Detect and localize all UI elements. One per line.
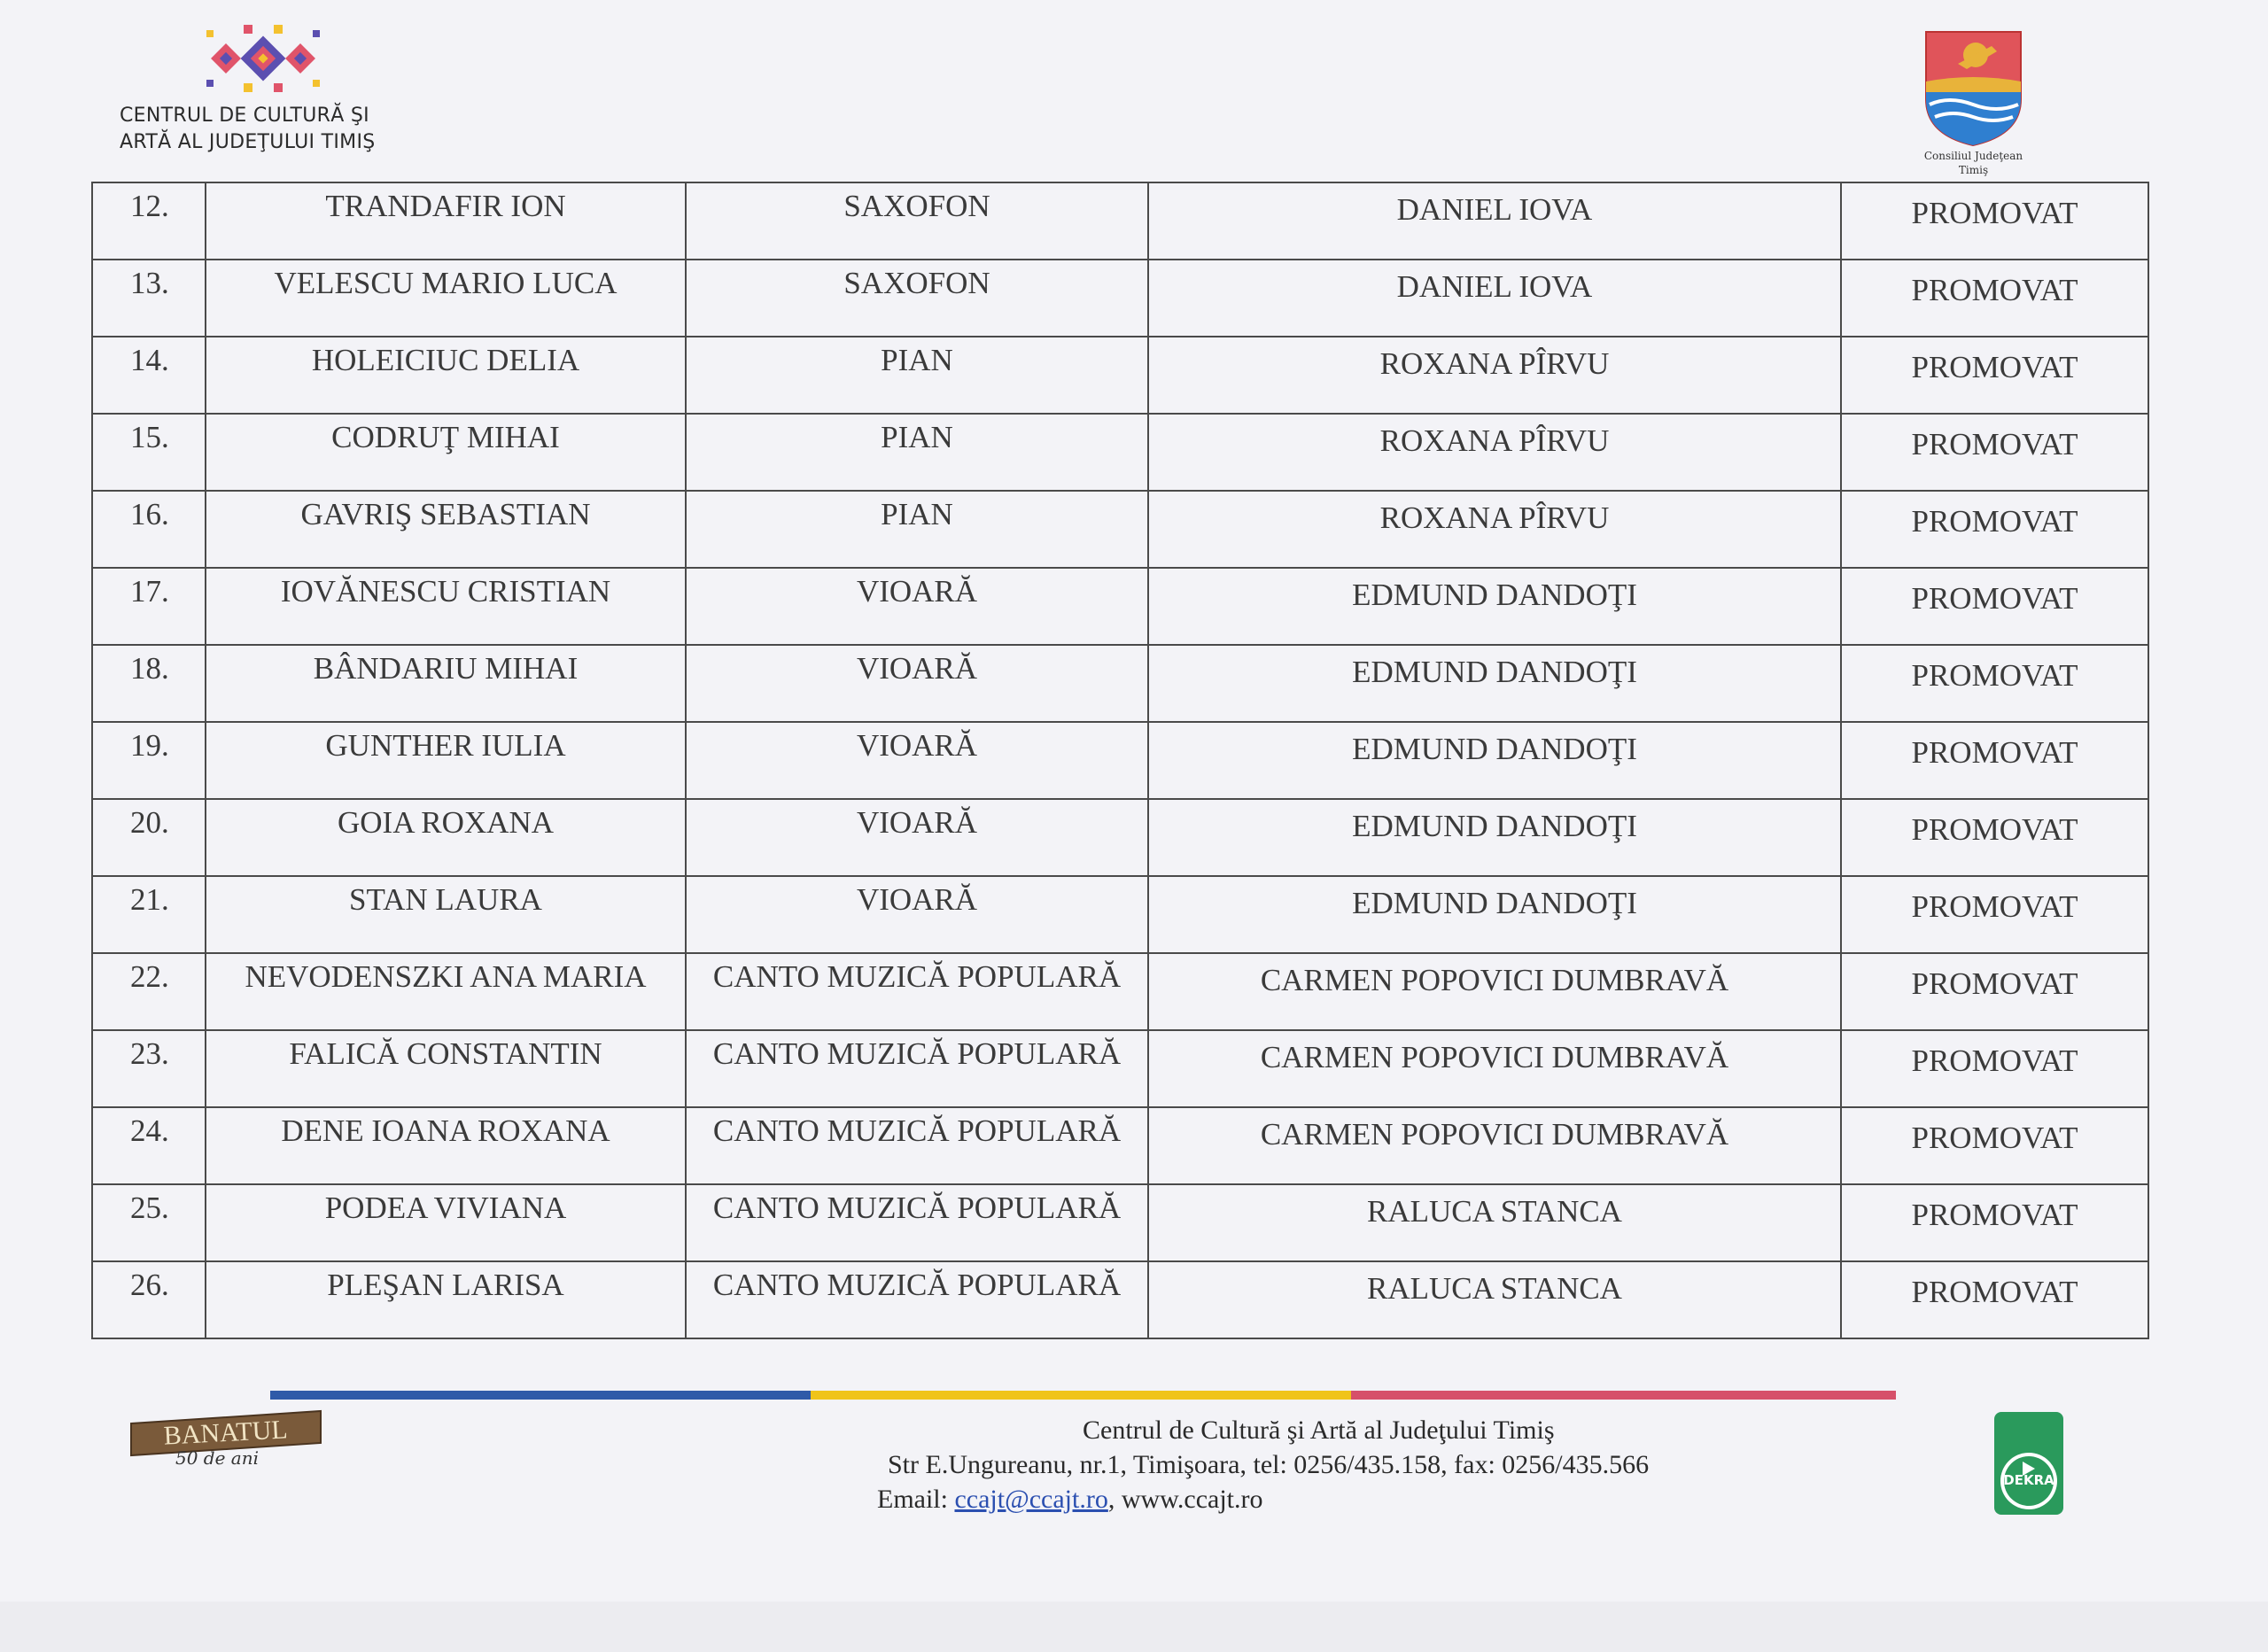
table-row xyxy=(92,1261,2148,1338)
row-number-cell xyxy=(92,491,206,568)
instrument-cell-text: VIOARĂ xyxy=(856,574,978,609)
row-number-cell xyxy=(92,1107,206,1184)
student-name-cell-text: VELESCU MARIO LUCA xyxy=(274,266,617,300)
professor-cell-text: RALUCA STANCA xyxy=(1367,1194,1622,1229)
student-name-cell xyxy=(206,645,686,722)
instrument-cell xyxy=(686,568,1148,645)
instrument-cell xyxy=(686,260,1148,337)
student-name-cell xyxy=(206,799,686,876)
result-cell-text: PROMOVAT xyxy=(1911,581,2078,616)
student-name-cell-text: FALICĂ CONSTANTIN xyxy=(289,1036,602,1071)
student-name-cell xyxy=(206,260,686,337)
row-number-cell-text: 23. xyxy=(130,1036,169,1071)
student-name-cell xyxy=(206,182,686,260)
student-name-cell xyxy=(206,568,686,645)
professor-cell xyxy=(1148,645,1841,722)
row-number-cell xyxy=(92,182,206,260)
result-cell xyxy=(1841,953,2148,1030)
instrument-cell xyxy=(686,337,1148,414)
result-cell-text: PROMOVAT xyxy=(1911,350,2078,384)
table-row xyxy=(92,182,2148,260)
result-cell xyxy=(1841,876,2148,953)
row-number-cell xyxy=(92,799,206,876)
result-cell-text: PROMOVAT xyxy=(1911,889,2078,924)
result-cell xyxy=(1841,799,2148,876)
result-cell-text: PROMOVAT xyxy=(1911,196,2078,230)
row-number-cell xyxy=(92,645,206,722)
professor-cell xyxy=(1148,337,1841,414)
professor-cell-text: DANIEL IOVA xyxy=(1396,192,1593,227)
footer-line2: Str E.Ungureanu, nr.1, Timişoara, tel: 0256/435.158, fax: 0256/435.566 xyxy=(888,1450,1650,1479)
student-name-cell xyxy=(206,953,686,1030)
footer-line3 xyxy=(877,1482,1763,1516)
professor-cell-text: ROXANA PÎRVU xyxy=(1379,500,1610,535)
row-number-cell-text: 13. xyxy=(130,266,169,300)
professor-cell xyxy=(1148,953,1841,1030)
row-number-cell xyxy=(92,876,206,953)
instrument-cell xyxy=(686,491,1148,568)
professor-cell-text: CARMEN POPOVICI DUMBRAVĂ xyxy=(1260,1040,1729,1074)
table-row xyxy=(92,876,2148,953)
footer-address xyxy=(877,1413,1763,1516)
result-cell-text: PROMOVAT xyxy=(1911,427,2078,461)
row-number-cell-text: 24. xyxy=(130,1113,169,1148)
result-cell xyxy=(1841,491,2148,568)
instrument-cell-text: SAXOFON xyxy=(843,189,990,223)
table-row xyxy=(92,722,2148,799)
email-link[interactable]: ccajt@ccajt.ro xyxy=(954,1485,1108,1514)
org-pattern-logo-icon xyxy=(199,23,328,94)
student-name-cell-text: STAN LAURA xyxy=(349,882,542,917)
professor-cell xyxy=(1148,182,1841,260)
table-row xyxy=(92,337,2148,414)
instrument-cell-text: CANTO MUZICĂ POPULARĂ xyxy=(712,1036,1122,1071)
instrument-cell xyxy=(686,645,1148,722)
professor-cell-text: CARMEN POPOVICI DUMBRAVĂ xyxy=(1260,1117,1729,1152)
result-cell-text: PROMOVAT xyxy=(1911,1275,2078,1309)
instrument-cell xyxy=(686,722,1148,799)
footer-line1: Centrul de Cultură şi Artă al Judeţului Timiş xyxy=(1083,1415,1555,1445)
result-cell xyxy=(1841,1107,2148,1184)
row-number-cell-text: 14. xyxy=(130,343,169,377)
row-number-cell-text: 19. xyxy=(130,728,169,763)
result-cell xyxy=(1841,722,2148,799)
professor-cell-text: DANIEL IOVA xyxy=(1396,269,1593,304)
result-cell-text: PROMOVAT xyxy=(1911,1198,2078,1232)
row-number-cell xyxy=(92,260,206,337)
professor-cell xyxy=(1148,414,1841,491)
student-name-cell xyxy=(206,491,686,568)
professor-cell-text: EDMUND DANDOŢI xyxy=(1352,809,1637,843)
student-name-cell-text: GUNTHER IULIA xyxy=(325,728,566,763)
dekra-certification-icon xyxy=(1989,1410,2069,1516)
student-name-cell-text: HOLEICIUC DELIA xyxy=(311,343,580,377)
professor-cell-text: ROXANA PÎRVU xyxy=(1379,346,1610,381)
footer-stripe-blue xyxy=(270,1391,811,1400)
student-name-cell xyxy=(206,337,686,414)
table-row xyxy=(92,1030,2148,1107)
website-text: www.ccajt.ro xyxy=(1121,1485,1263,1514)
instrument-cell xyxy=(686,876,1148,953)
professor-cell-text: EDMUND DANDOŢI xyxy=(1352,655,1637,689)
row-number-cell-text: 25. xyxy=(130,1191,169,1225)
crest-caption-line1: Consiliul Judeţean xyxy=(1923,150,2023,162)
crest-caption-line2: Timiş xyxy=(1958,164,1989,176)
result-cell xyxy=(1841,1261,2148,1338)
professor-cell xyxy=(1148,260,1841,337)
row-number-cell-text: 12. xyxy=(130,189,169,223)
student-name-cell xyxy=(206,1107,686,1184)
student-name-cell-text: PODEA VIVIANA xyxy=(324,1191,567,1225)
table-row xyxy=(92,645,2148,722)
professor-cell xyxy=(1148,1184,1841,1261)
row-number-cell-text: 16. xyxy=(130,497,169,531)
table-row xyxy=(92,1107,2148,1184)
result-cell-text: PROMOVAT xyxy=(1911,966,2078,1001)
professor-cell-text: EDMUND DANDOŢI xyxy=(1352,732,1637,766)
results-table-body xyxy=(92,182,2148,1338)
website-separator: , xyxy=(1107,1485,1122,1514)
instrument-cell-text: PIAN xyxy=(881,343,953,377)
table-row xyxy=(92,1184,2148,1261)
instrument-cell-text: PIAN xyxy=(881,420,953,454)
crest-caption xyxy=(1905,149,2042,177)
instrument-cell-text: PIAN xyxy=(881,497,953,531)
professor-cell xyxy=(1148,568,1841,645)
student-name-cell-text: CODRUŢ MIHAI xyxy=(331,420,560,454)
result-cell xyxy=(1841,568,2148,645)
professor-cell xyxy=(1148,491,1841,568)
banatul-subtitle: 50 de ani xyxy=(175,1447,260,1469)
svg-text:BANATUL: BANATUL xyxy=(162,1415,289,1451)
student-name-cell-text: IOVĂNESCU CRISTIAN xyxy=(280,574,611,609)
footer-stripe-red xyxy=(1351,1391,1896,1400)
student-name-cell xyxy=(206,722,686,799)
professor-cell-text: EDMUND DANDOŢI xyxy=(1352,886,1637,920)
instrument-cell-text: VIOARĂ xyxy=(856,882,978,917)
instrument-cell-text: SAXOFON xyxy=(843,266,990,300)
professor-cell xyxy=(1148,876,1841,953)
student-name-cell-text: DENE IOANA ROXANA xyxy=(281,1113,610,1148)
result-cell xyxy=(1841,414,2148,491)
scan-bottom-band xyxy=(0,1602,2268,1652)
result-cell xyxy=(1841,1184,2148,1261)
professor-cell xyxy=(1148,799,1841,876)
result-cell xyxy=(1841,182,2148,260)
instrument-cell-text: VIOARĂ xyxy=(856,728,978,763)
table-row xyxy=(92,799,2148,876)
professor-cell-text: CARMEN POPOVICI DUMBRAVĂ xyxy=(1260,963,1729,997)
instrument-cell-text: CANTO MUZICĂ POPULARĂ xyxy=(712,1191,1122,1225)
result-cell-text: PROMOVAT xyxy=(1911,735,2078,770)
footer-stripe-yellow xyxy=(811,1391,1351,1400)
professor-cell xyxy=(1148,1030,1841,1107)
row-number-cell xyxy=(92,722,206,799)
org-name xyxy=(120,103,376,156)
professor-cell-text: EDMUND DANDOŢI xyxy=(1352,578,1637,612)
result-cell-text: PROMOVAT xyxy=(1911,658,2078,693)
table-row xyxy=(92,953,2148,1030)
row-number-cell-text: 20. xyxy=(130,805,169,840)
result-cell-text: PROMOVAT xyxy=(1911,504,2078,539)
row-number-cell-text: 15. xyxy=(130,420,169,454)
org-name-line1: CENTRUL DE CULTURĂ ŞI xyxy=(120,105,369,127)
professor-cell-text: RALUCA STANCA xyxy=(1367,1271,1622,1306)
table-row xyxy=(92,568,2148,645)
student-name-cell-text: PLEŞAN LARISA xyxy=(327,1268,564,1302)
professor-cell xyxy=(1148,722,1841,799)
instrument-cell-text: CANTO MUZICĂ POPULARĂ xyxy=(712,1268,1122,1302)
instrument-cell xyxy=(686,1261,1148,1338)
table-row xyxy=(92,260,2148,337)
table-row xyxy=(92,491,2148,568)
row-number-cell xyxy=(92,953,206,1030)
result-cell-text: PROMOVAT xyxy=(1911,273,2078,307)
result-cell-text: PROMOVAT xyxy=(1911,1043,2078,1078)
org-name-line2: ARTĂ AL JUDEŢULUI TIMIŞ xyxy=(120,131,376,153)
row-number-cell-text: 22. xyxy=(130,959,169,994)
row-number-cell-text: 18. xyxy=(130,651,169,686)
instrument-cell-text: CANTO MUZICĂ POPULARĂ xyxy=(712,959,1122,994)
result-cell xyxy=(1841,645,2148,722)
instrument-cell xyxy=(686,1107,1148,1184)
student-name-cell-text: NEVODENSZKI ANA MARIA xyxy=(245,959,647,994)
result-cell-text: PROMOVAT xyxy=(1911,1121,2078,1155)
instrument-cell-text: VIOARĂ xyxy=(856,651,978,686)
instrument-cell xyxy=(686,1030,1148,1107)
row-number-cell-text: 17. xyxy=(130,574,169,609)
student-name-cell-text: BÂNDARIU MIHAI xyxy=(313,651,579,686)
student-name-cell xyxy=(206,1030,686,1107)
instrument-cell xyxy=(686,1184,1148,1261)
student-name-cell-text: GOIA ROXANA xyxy=(337,805,555,840)
instrument-cell xyxy=(686,953,1148,1030)
row-number-cell xyxy=(92,1030,206,1107)
results-table xyxy=(91,182,2149,1339)
county-crest-icon xyxy=(1922,28,2024,148)
result-cell xyxy=(1841,337,2148,414)
row-number-cell-text: 26. xyxy=(130,1268,169,1302)
dekra-label: DEKRA xyxy=(2003,1472,2054,1488)
professor-cell-text: ROXANA PÎRVU xyxy=(1379,423,1610,458)
student-name-cell xyxy=(206,876,686,953)
instrument-cell xyxy=(686,799,1148,876)
row-number-cell-text: 21. xyxy=(130,882,169,917)
instrument-cell xyxy=(686,182,1148,260)
row-number-cell xyxy=(92,414,206,491)
student-name-cell-text: GAVRIŞ SEBASTIAN xyxy=(300,497,591,531)
student-name-cell-text: TRANDAFIR ION xyxy=(325,189,566,223)
professor-cell xyxy=(1148,1107,1841,1184)
result-cell xyxy=(1841,1030,2148,1107)
row-number-cell xyxy=(92,1261,206,1338)
instrument-cell xyxy=(686,414,1148,491)
result-cell xyxy=(1841,260,2148,337)
row-number-cell xyxy=(92,1184,206,1261)
row-number-cell xyxy=(92,337,206,414)
student-name-cell xyxy=(206,1184,686,1261)
professor-cell xyxy=(1148,1261,1841,1338)
table-row xyxy=(92,414,2148,491)
row-number-cell xyxy=(92,568,206,645)
result-cell-text: PROMOVAT xyxy=(1911,812,2078,847)
student-name-cell xyxy=(206,1261,686,1338)
student-name-cell xyxy=(206,414,686,491)
email-label: Email: xyxy=(877,1485,955,1514)
instrument-cell-text: VIOARĂ xyxy=(856,805,978,840)
instrument-cell-text: CANTO MUZICĂ POPULARĂ xyxy=(712,1113,1122,1148)
